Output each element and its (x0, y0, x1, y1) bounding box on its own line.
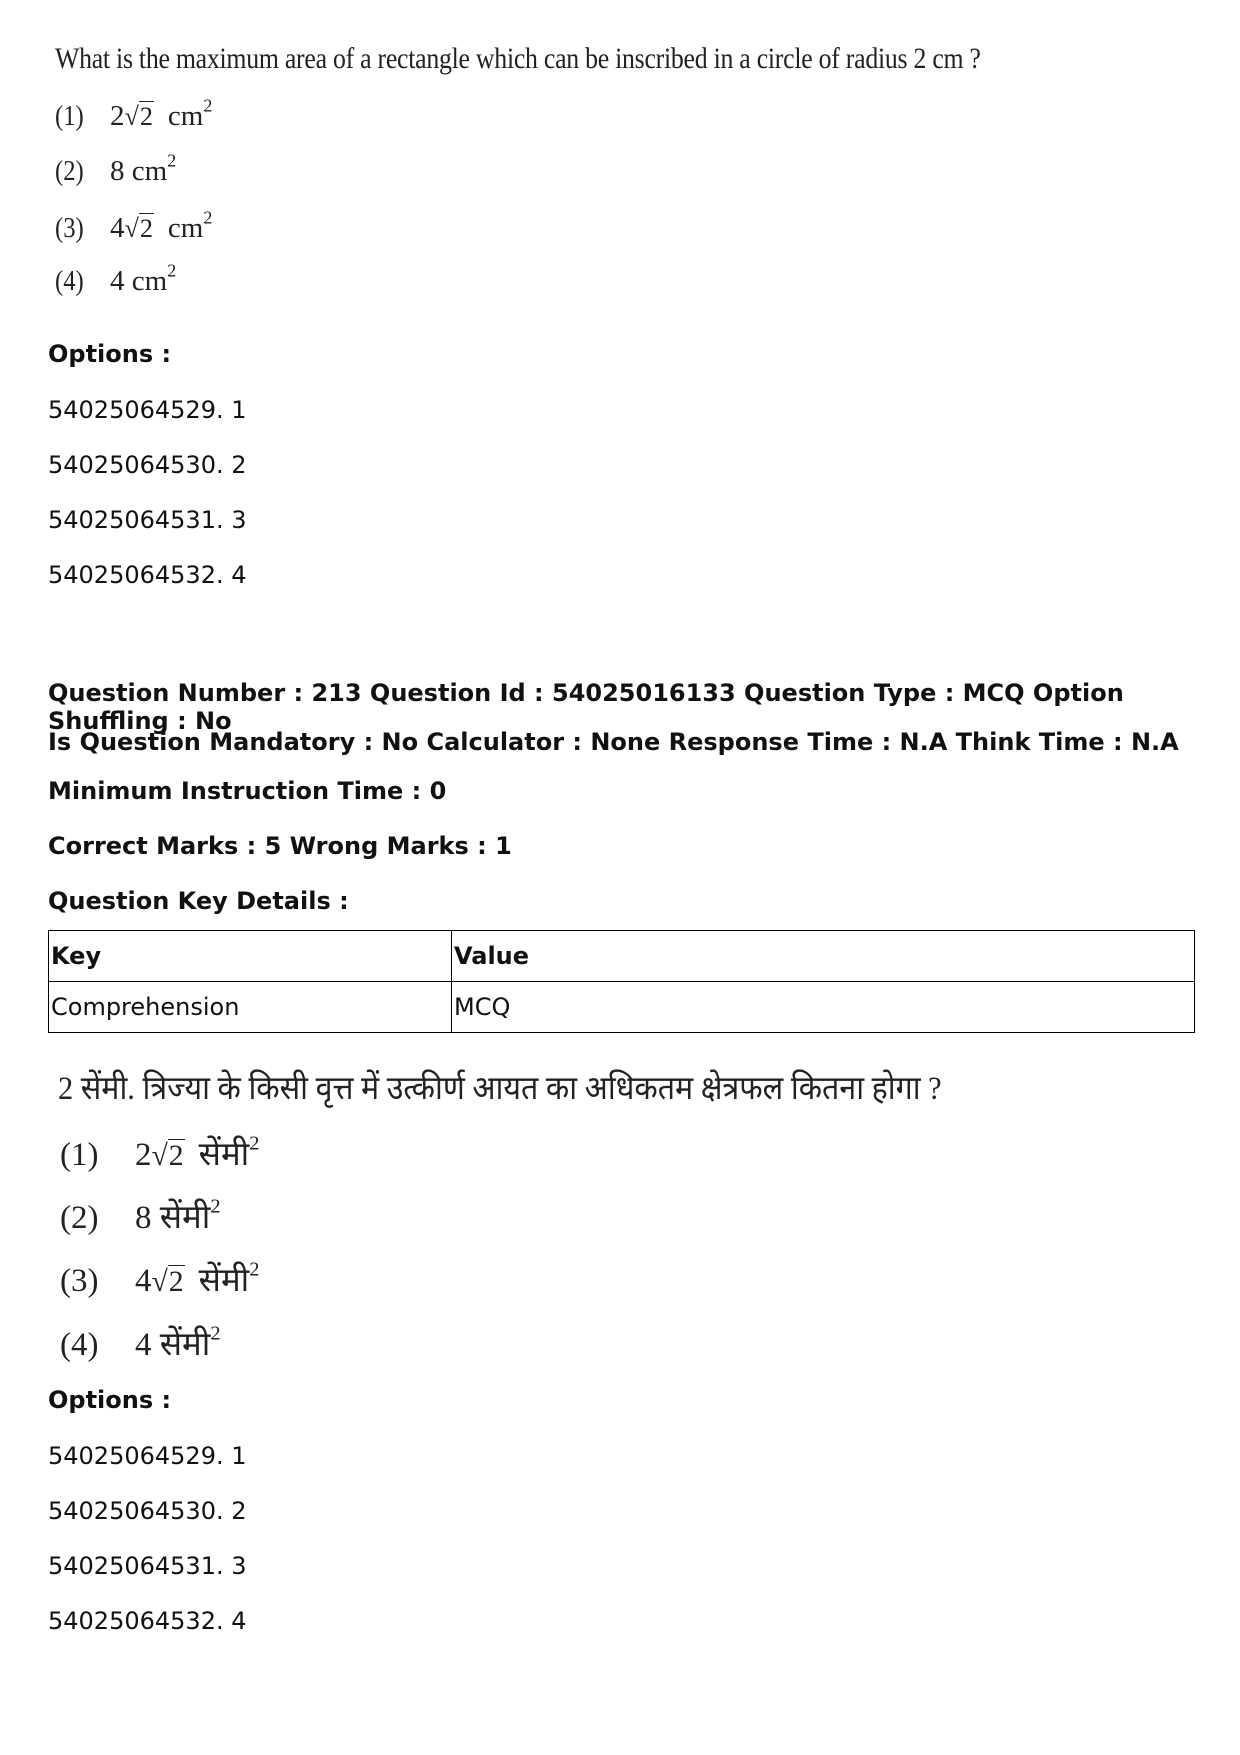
coefficient: 4 (135, 1327, 152, 1363)
choice-number: (4) (60, 1327, 99, 1363)
choice-number: (1) (60, 1137, 99, 1173)
option-id-2: 54025064530. 2 (48, 451, 247, 479)
unit: सेंमी (198, 1263, 250, 1299)
option-id-3: 54025064531. 3 (48, 506, 247, 534)
choice-number: (2) (60, 1200, 99, 1236)
choice-number: (3) (55, 212, 84, 244)
unit: सेंमी (159, 1327, 211, 1363)
question-meta-line-1: Question Number : 213 Question Id : 54025016133 Question Type : MCQ Option Shuffling : No (48, 679, 1124, 735)
choice-number: (1) (55, 100, 84, 132)
unit: सेंमी (159, 1200, 211, 1236)
coefficient: 8 (135, 1200, 152, 1236)
radicand: 2 (168, 1266, 184, 1298)
coefficient: 8 (110, 155, 125, 187)
table-cell-key: Comprehension (49, 982, 452, 1033)
question-meta-line-3: Minimum Instruction Time : 0 (48, 777, 447, 805)
radicand: 2 (139, 102, 153, 131)
option-id-4: 54025064532. 4 (48, 561, 247, 589)
option-id-1: 54025064529. 1 (48, 1442, 247, 1470)
options-heading: Options : (48, 340, 172, 368)
choice-value (110, 260, 177, 298)
coefficient: 2 (135, 1137, 152, 1173)
choice-3 (55, 207, 213, 245)
exponent: 2 (167, 260, 177, 281)
key-details-heading: Question Key Details : (48, 887, 349, 915)
option-id-1: 54025064529. 1 (48, 396, 247, 424)
table-cell-value: MCQ (452, 982, 1195, 1033)
choice-value (135, 1130, 259, 1175)
exponent: 2 (203, 207, 213, 228)
unit: cm (131, 265, 168, 297)
sqrt-symbol: √2 (124, 214, 153, 243)
radicand: 2 (139, 214, 153, 243)
unit: cm (131, 155, 168, 187)
table-header-value: Value (452, 931, 1195, 982)
exponent: 2 (249, 1132, 260, 1155)
unit: cm (167, 100, 204, 132)
table-row (49, 982, 1195, 1033)
coefficient: 4 (135, 1263, 152, 1299)
choice-hi-4 (60, 1320, 221, 1365)
choice-value (110, 207, 213, 245)
table-header-row (49, 931, 1195, 982)
sqrt-symbol: √2 (124, 102, 153, 131)
option-id-2: 54025064530. 2 (48, 1497, 247, 1525)
exponent: 2 (167, 150, 177, 171)
radicand: 2 (168, 1140, 184, 1172)
choice-number: (3) (60, 1263, 99, 1299)
choice-value (135, 1193, 221, 1238)
choice-value (135, 1320, 221, 1365)
coefficient: 4 (110, 265, 125, 297)
choice-value (110, 150, 177, 188)
choice-value (110, 95, 213, 133)
exponent: 2 (210, 1322, 221, 1345)
choice-1 (55, 95, 213, 133)
coefficient: 2 (110, 100, 125, 132)
option-id-4: 54025064532. 4 (48, 1607, 247, 1635)
sqrt-symbol: √2 (151, 1140, 184, 1172)
exponent: 2 (249, 1258, 260, 1281)
unit: cm (167, 212, 204, 244)
choice-value (135, 1256, 259, 1301)
question-text-english: What is the maximum area of a rectangle which can be inscribed in a circle of radius 2 cm ? (55, 42, 981, 75)
options-heading: Options : (48, 1386, 172, 1414)
choice-hi-2 (60, 1193, 221, 1238)
marks-line: Correct Marks : 5 Wrong Marks : 1 (48, 832, 512, 860)
sqrt-symbol: √2 (151, 1266, 184, 1298)
unit: सेंमी (198, 1137, 250, 1173)
coefficient: 4 (110, 212, 125, 244)
key-details-table (48, 930, 1195, 1033)
table-header-key: Key (49, 931, 452, 982)
option-id-3: 54025064531. 3 (48, 1552, 247, 1580)
choice-number: (2) (55, 155, 84, 187)
choice-number: (4) (55, 265, 84, 297)
choice-4 (55, 260, 177, 298)
exponent: 2 (203, 95, 213, 116)
question-meta-line-2: Is Question Mandatory : No Calculator : None Response Time : N.A Think Time : N.A (48, 728, 1179, 756)
choice-2 (55, 150, 177, 188)
choice-hi-1 (60, 1130, 259, 1175)
question-text-hindi: 2 सेंमी. त्रिज्या के किसी वृत्त में उत्कीर्ण आयत का अधिकतम क्षेत्रफल कितना होगा ? (58, 1071, 942, 1107)
choice-hi-3 (60, 1256, 259, 1301)
exponent: 2 (210, 1195, 221, 1218)
